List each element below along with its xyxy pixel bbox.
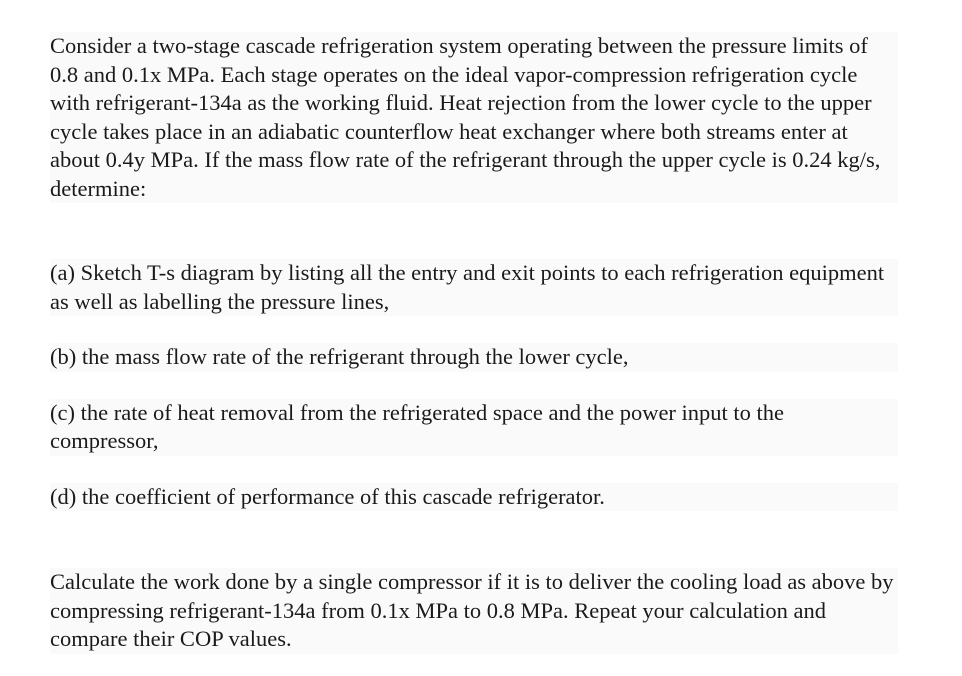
- part-b-paragraph: (b) the mass flow rate of the refrigerant through the lower cycle,: [50, 343, 898, 372]
- problem-intro-paragraph: Consider a two-stage cascade refrigeration system operating between the pressure limits of 0.8 and 0.1x MPa. Each stage operates on the ideal vapor-compression refrigeration cycle with refrigerant-134a as the working fluid. Heat rejection from the lower cycle to the upper cycle takes place in an adiabatic counterflow heat exchanger where both streams enter at about 0.4y MPa. If the mass flow rate of the refrigerant through the upper cycle is 0.24 kg/s, determine:: [50, 32, 898, 203]
- part-a-paragraph: (a) Sketch T-s diagram by listing all the entry and exit points to each refrigeration equipment as well as labelling the pressure lines,: [50, 259, 898, 316]
- final-question-paragraph: Calculate the work done by a single compressor if it is to deliver the cooling load as above by compressing refrigerant-134a from 0.1x MPa to 0.8 MPa. Repeat your calculation and compare their COP values.: [50, 568, 898, 654]
- part-d-paragraph: (d) the coefficient of performance of this cascade refrigerator.: [50, 483, 898, 512]
- problem-document: [50, 32, 930, 654]
- part-c-paragraph: (c) the rate of heat removal from the refrigerated space and the power input to the compressor,: [50, 399, 898, 456]
